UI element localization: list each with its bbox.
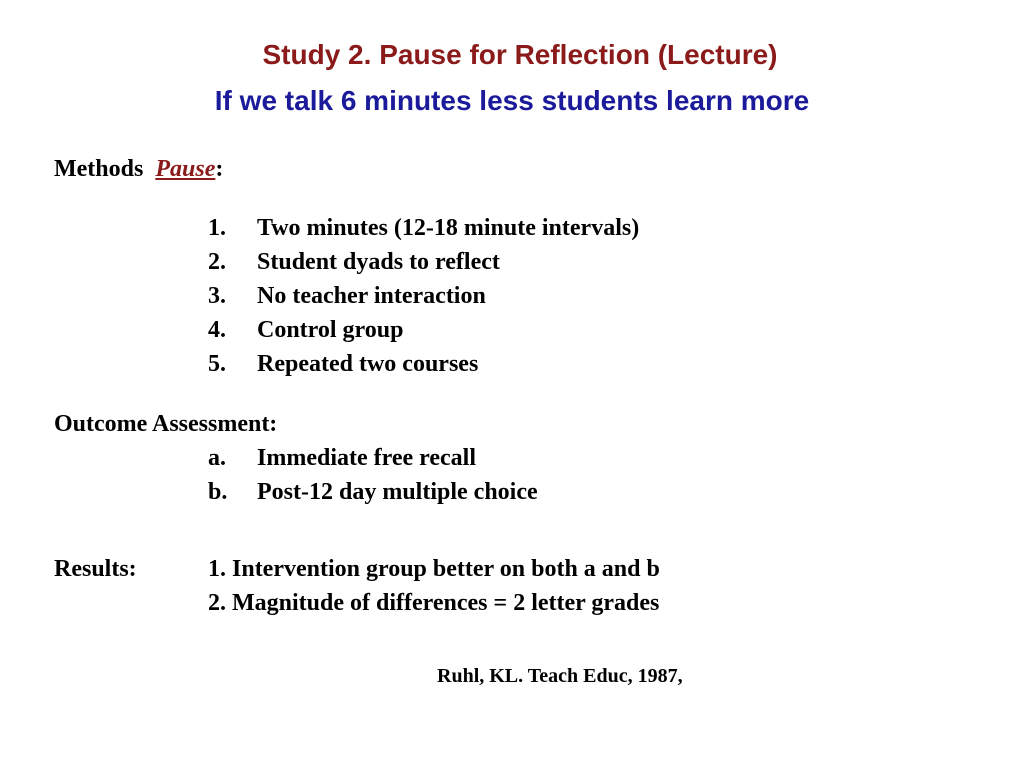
methods-label: Methods <box>54 156 144 182</box>
slide-title: Study 2. Pause for Reflection (Lecture) <box>262 39 778 70</box>
methods-heading <box>54 154 223 184</box>
list-marker: 1. <box>208 215 226 241</box>
list-item-text: Immediate free recall <box>257 445 477 471</box>
list-marker: 4. <box>208 317 226 343</box>
result-item: 2. Magnitude of differences = 2 letter grades <box>208 590 660 616</box>
pause-highlight: Pause <box>155 156 216 182</box>
citation: Ruhl, KL. Teach Educ, 1987, <box>437 665 683 687</box>
outcome-heading: Outcome Assessment: <box>54 411 278 437</box>
list-marker: 3. <box>208 283 226 309</box>
list-marker: 2. <box>208 249 226 275</box>
slide-subtitle: If we talk 6 minutes less students learn more <box>214 85 810 116</box>
methods-colon: : <box>215 156 224 182</box>
list-marker: b. <box>208 479 228 505</box>
list-item-text: Student dyads to reflect <box>257 249 500 275</box>
list-item-text: Two minutes (12-18 minute intervals) <box>257 215 640 241</box>
list-item-text: Repeated two courses <box>257 351 479 377</box>
list-marker: a. <box>208 445 226 471</box>
results-heading: Results: <box>54 556 137 582</box>
list-marker: 5. <box>208 351 226 377</box>
result-item: 1. Intervention group better on both a and b <box>208 556 660 582</box>
list-item-text: Post-12 day multiple choice <box>257 479 538 505</box>
list-item-text: Control group <box>257 317 404 343</box>
list-item-text: No teacher interaction <box>257 283 486 309</box>
